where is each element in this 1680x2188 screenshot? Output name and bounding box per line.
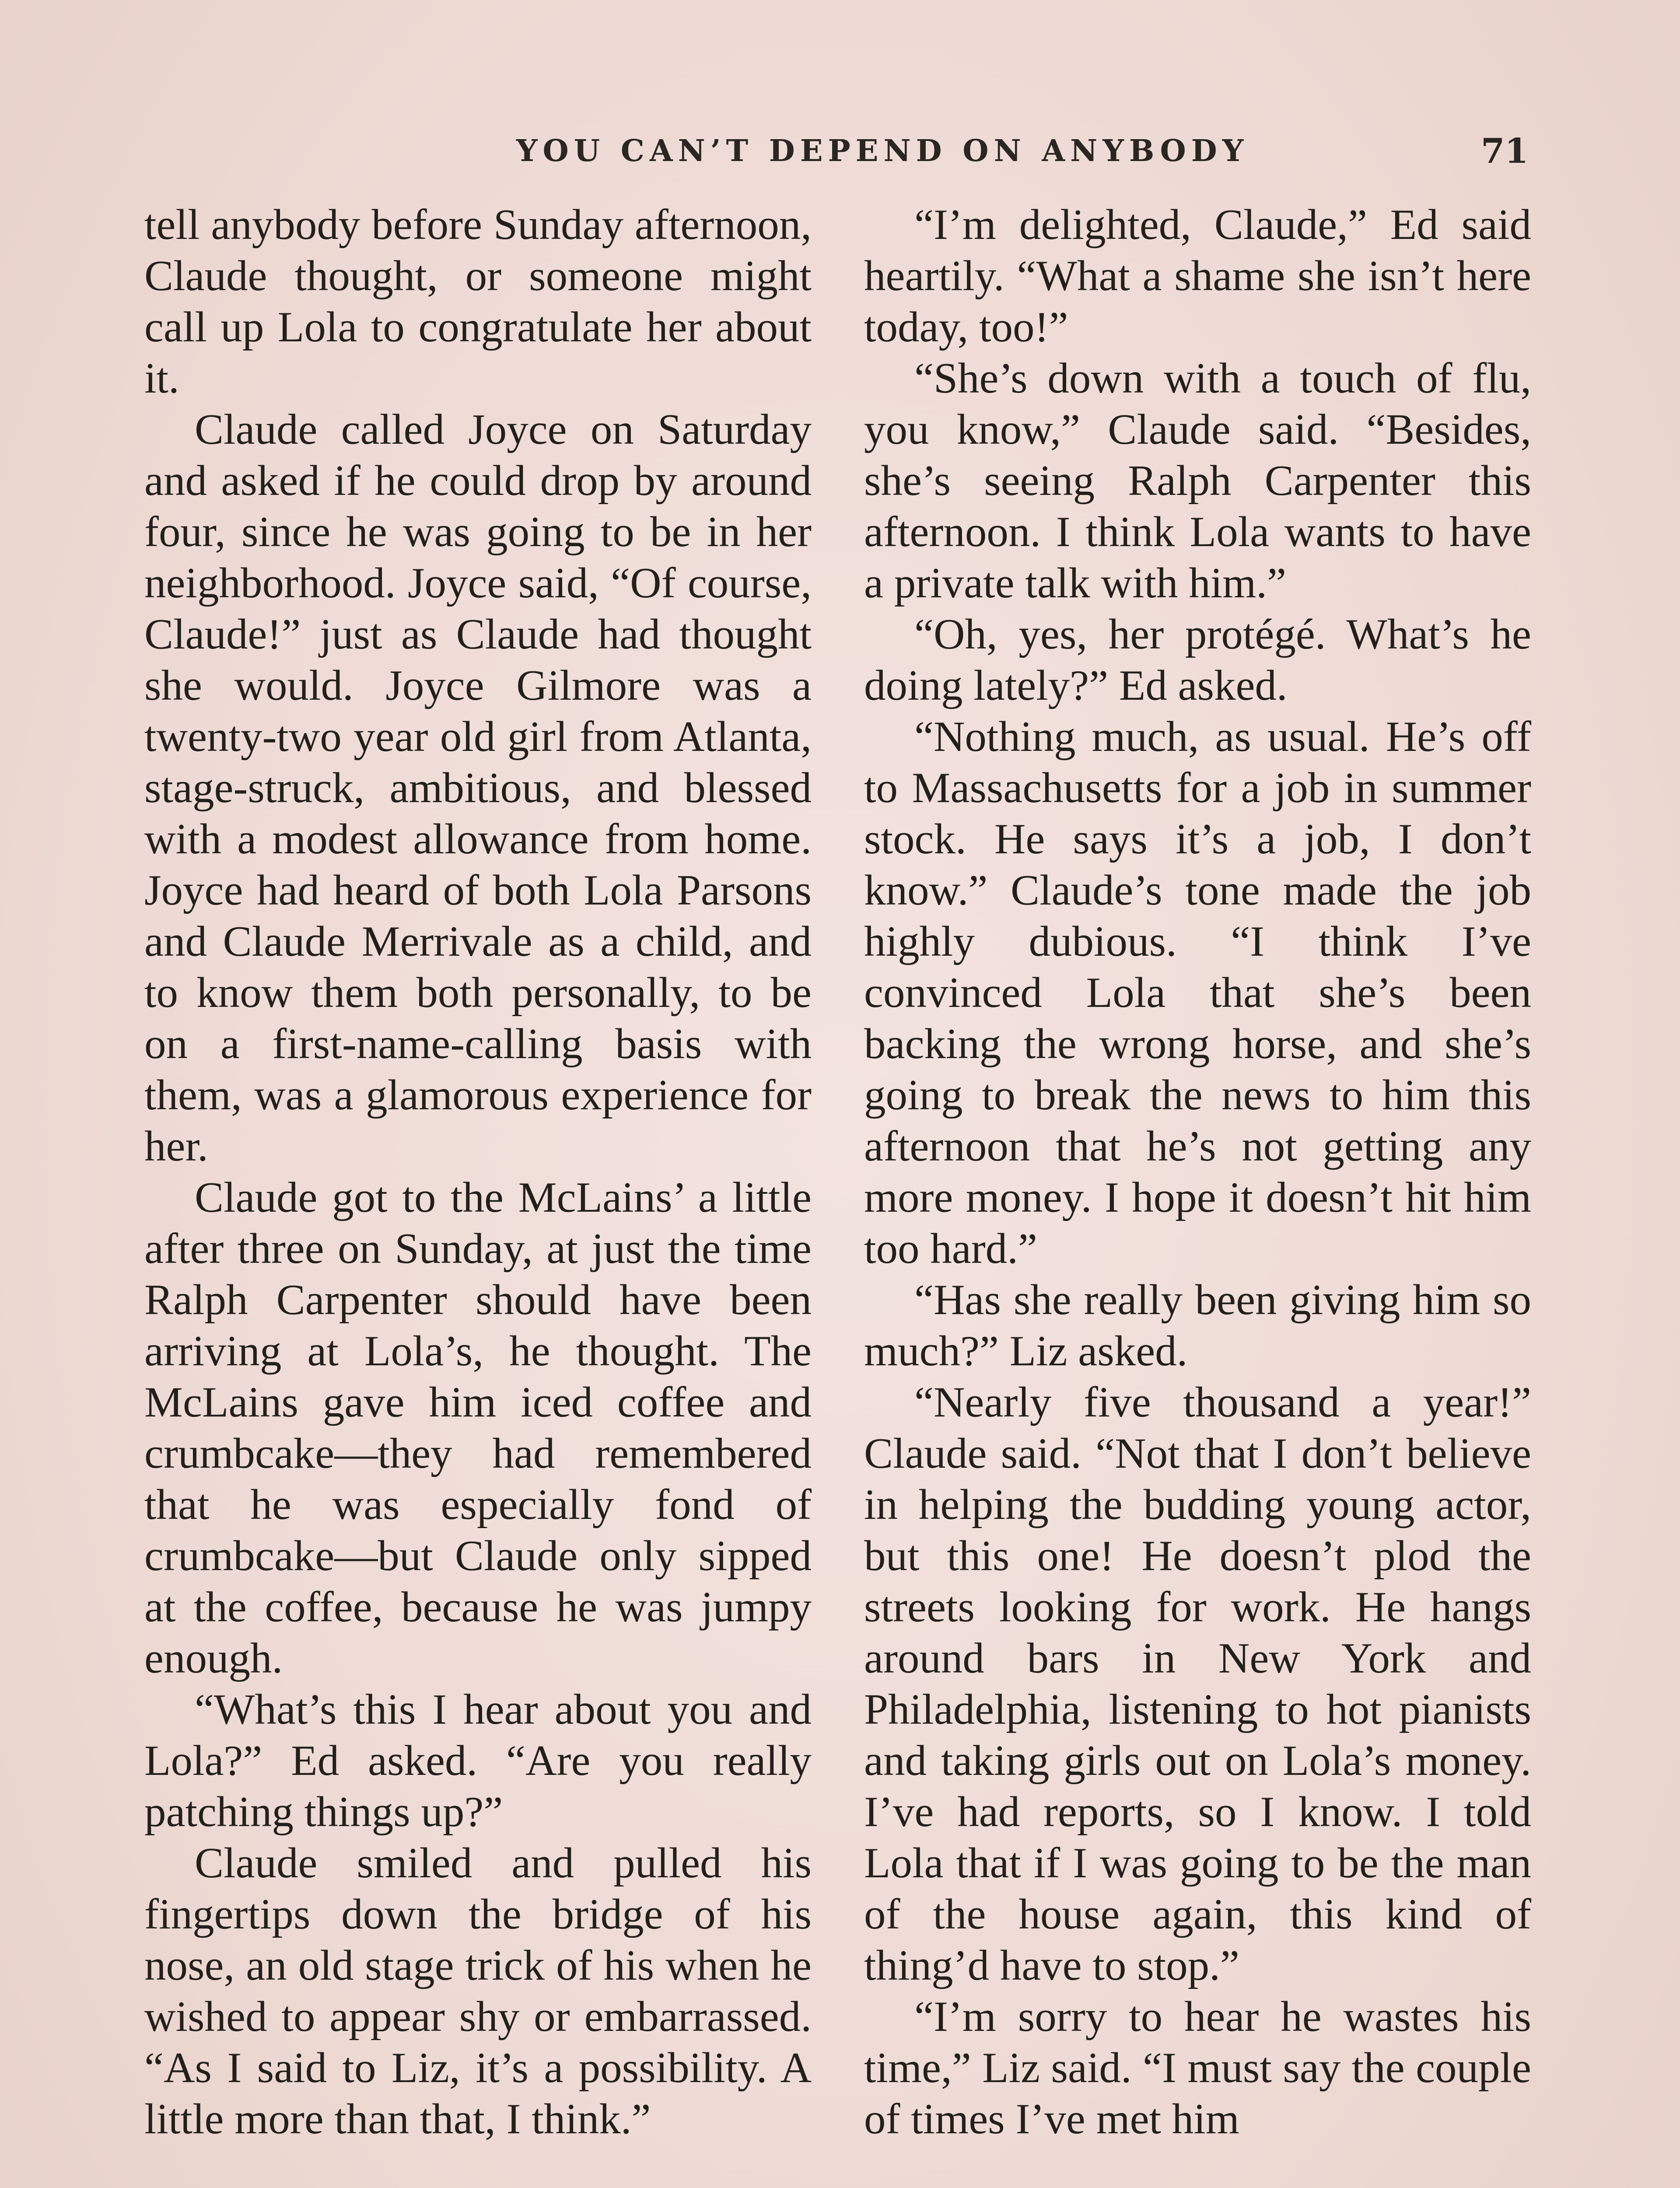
paragraph: “Has she really been giving him so much?” Liz asked. xyxy=(864,1276,1531,1375)
left-column xyxy=(144,199,812,2145)
paragraph: “I’m sorry to hear he wastes his time,” Liz said. “I must say the couple of times I’ve met him xyxy=(864,1993,1531,2143)
paragraph: tell anybody before Sunday afternoon, Claude thought, or someone might call up Lola to congratulate her about it. xyxy=(144,201,812,402)
paragraph: “What’s this I hear about you and Lola?” Ed asked. “Are you really patching things up?” xyxy=(144,1686,812,1836)
paragraph: “I’m delighted, Claude,” Ed said heartily. “What a shame she isn’t here today, too!” xyxy=(864,201,1531,351)
paragraph: Claude smiled and pulled his fingertips down the bridge of his nose, an old stage trick of his when he wished to appear shy or embarrassed. “As I said to Liz, it’s a possibility. A little more than that, I think.” xyxy=(144,1839,812,2143)
paragraph: “Nearly five thousand a year!” Claude said. “Not that I don’t believe in helping the budding young actor, but this one! He doesn’t plod the streets looking for work. He hangs around bars in New York and Philadelphia, listening to hot pianists and taking girls out on Lola’s money. I’ve had reports, so I know. I told Lola that if I was going to be the man of the house again, this kind of thing’d have to stop.” xyxy=(864,1378,1531,1989)
paragraph: “Oh, yes, her protégé. What’s he doing lately?” Ed asked. xyxy=(864,610,1531,709)
paragraph: “Nothing much, as usual. He’s off to Massachusetts for a job in summer stock. He says it’s a job, I don’t know.” Claude’s tone made the job highly dubious. “I think I’ve convinced Lola that she’s been backing the wrong horse, and she’s going to break the news to him this afternoon that he’s not getting any more money. I hope it doesn’t hit him too hard.” xyxy=(864,713,1531,1273)
page-number: 71 xyxy=(1481,131,1529,171)
running-head: YOU CAN’T DEPEND ON ANYBODY xyxy=(516,133,1249,168)
paragraph: Claude called Joyce on Saturday and asked if he could drop by around four, since he was going to be in her neighborhood. Joyce said, “Of course, Claude!” just as Claude had thought she would. Joyce Gilmore was a twenty-two year old girl from Atlanta, stage-struck, ambitious, and blessed with a modest allowance from home. Joyce had heard of both Lola Parsons and Claude Merrivale as a child, and to know them both personally, to be on a first-name-calling basis with them, was a glamorous experience for her. xyxy=(144,406,812,1170)
paragraph: Claude got to the McLains’ a little after three on Sunday, at just the time Ralph Carpenter should have been arriving at Lola’s, he thought. The McLains gave him iced coffee and crumbcake—they had remembered that he was especially fond of crumbcake—but Claude only sipped at the coffee, because he was jumpy enough. xyxy=(144,1174,812,1682)
paragraph: “She’s down with a touch of flu, you know,” Claude said. “Besides, she’s seeing Ralph Carpenter this afternoon. I think Lola wants to have a private talk with him.” xyxy=(864,354,1531,607)
right-column xyxy=(864,199,1531,2145)
